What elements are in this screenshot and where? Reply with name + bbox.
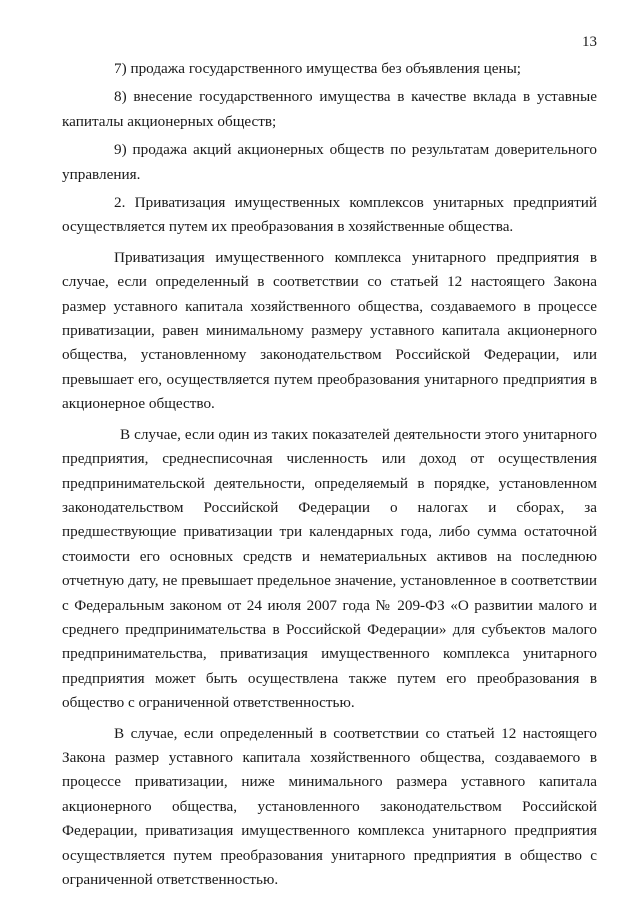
page-number: 13: [582, 34, 597, 50]
paragraph-llc-conversion: В случае, если определенный в соответствии со статьей 12 настоящего Закона размер уставного капитала хозяйственного общества, создаваемого в процессе приватизации, ниже минимального размера уставного капитала акционерного общества, установленного законодательством Российской Федерации, приватизация имущественного комплекса унитарного предприятия осуществляется путем преобразования унитарного предприятия в общество с ограниченной ответственностью.: [62, 724, 597, 888]
list-item-8: 8) внесение государственного имущества в качестве вклада в уставные капиталы акционерных обществ;: [62, 88, 597, 130]
document-body: [62, 57, 597, 892]
paragraph-joint-stock-conversion: Приватизация имущественного комплекса унитарного предприятия в случае, если определенный в соответствии со статьей 12 настоящего Закона размер уставного капитала хозяйственного общества, создаваемого в процессе приватизации, равен минимальному размеру уставного капитала акционерного общества, установленному законодательством Российской Федерации, или превышает его, осуществляется путем преобразования унитарного предприятия в акционерное общество.: [62, 248, 597, 413]
list-item-7: 7) продажа государственного имущества без объявления цены;: [114, 60, 521, 77]
paragraph-small-business-criteria: В случае, если один из таких показателей деятельности этого унитарного предприятия, среднесписочная численность или доход от осуществления предпринимательской деятельности, определяемый в порядке, установленном законодательством Российской Федерации о налогах и сборах, за предшествующие приватизации три календарных года, либо сумма остаточной стоимости его основных средств и нематериальных активов на последнюю отчетную дату, не превышает предельное значение, установленное в соответствии с Федеральным законом от 24 июля 2007 года № 209-ФЗ «О развитии малого и среднего предпринимательства в Российской Федерации» для субъектов малого предпринимательства, приватизация имущественного комплекса унитарного предприятия может быть осуществлена также путем его преобразования в общество с ограниченной ответственностью.: [62, 425, 597, 712]
paragraph-section-2: 2. Приватизация имущественных комплексов унитарных предприятий осуществляется путем их преобразования в хозяйственные общества.: [62, 194, 597, 236]
list-item-9: 9) продажа акций акционерных обществ по результатам доверительного управления.: [62, 141, 597, 183]
